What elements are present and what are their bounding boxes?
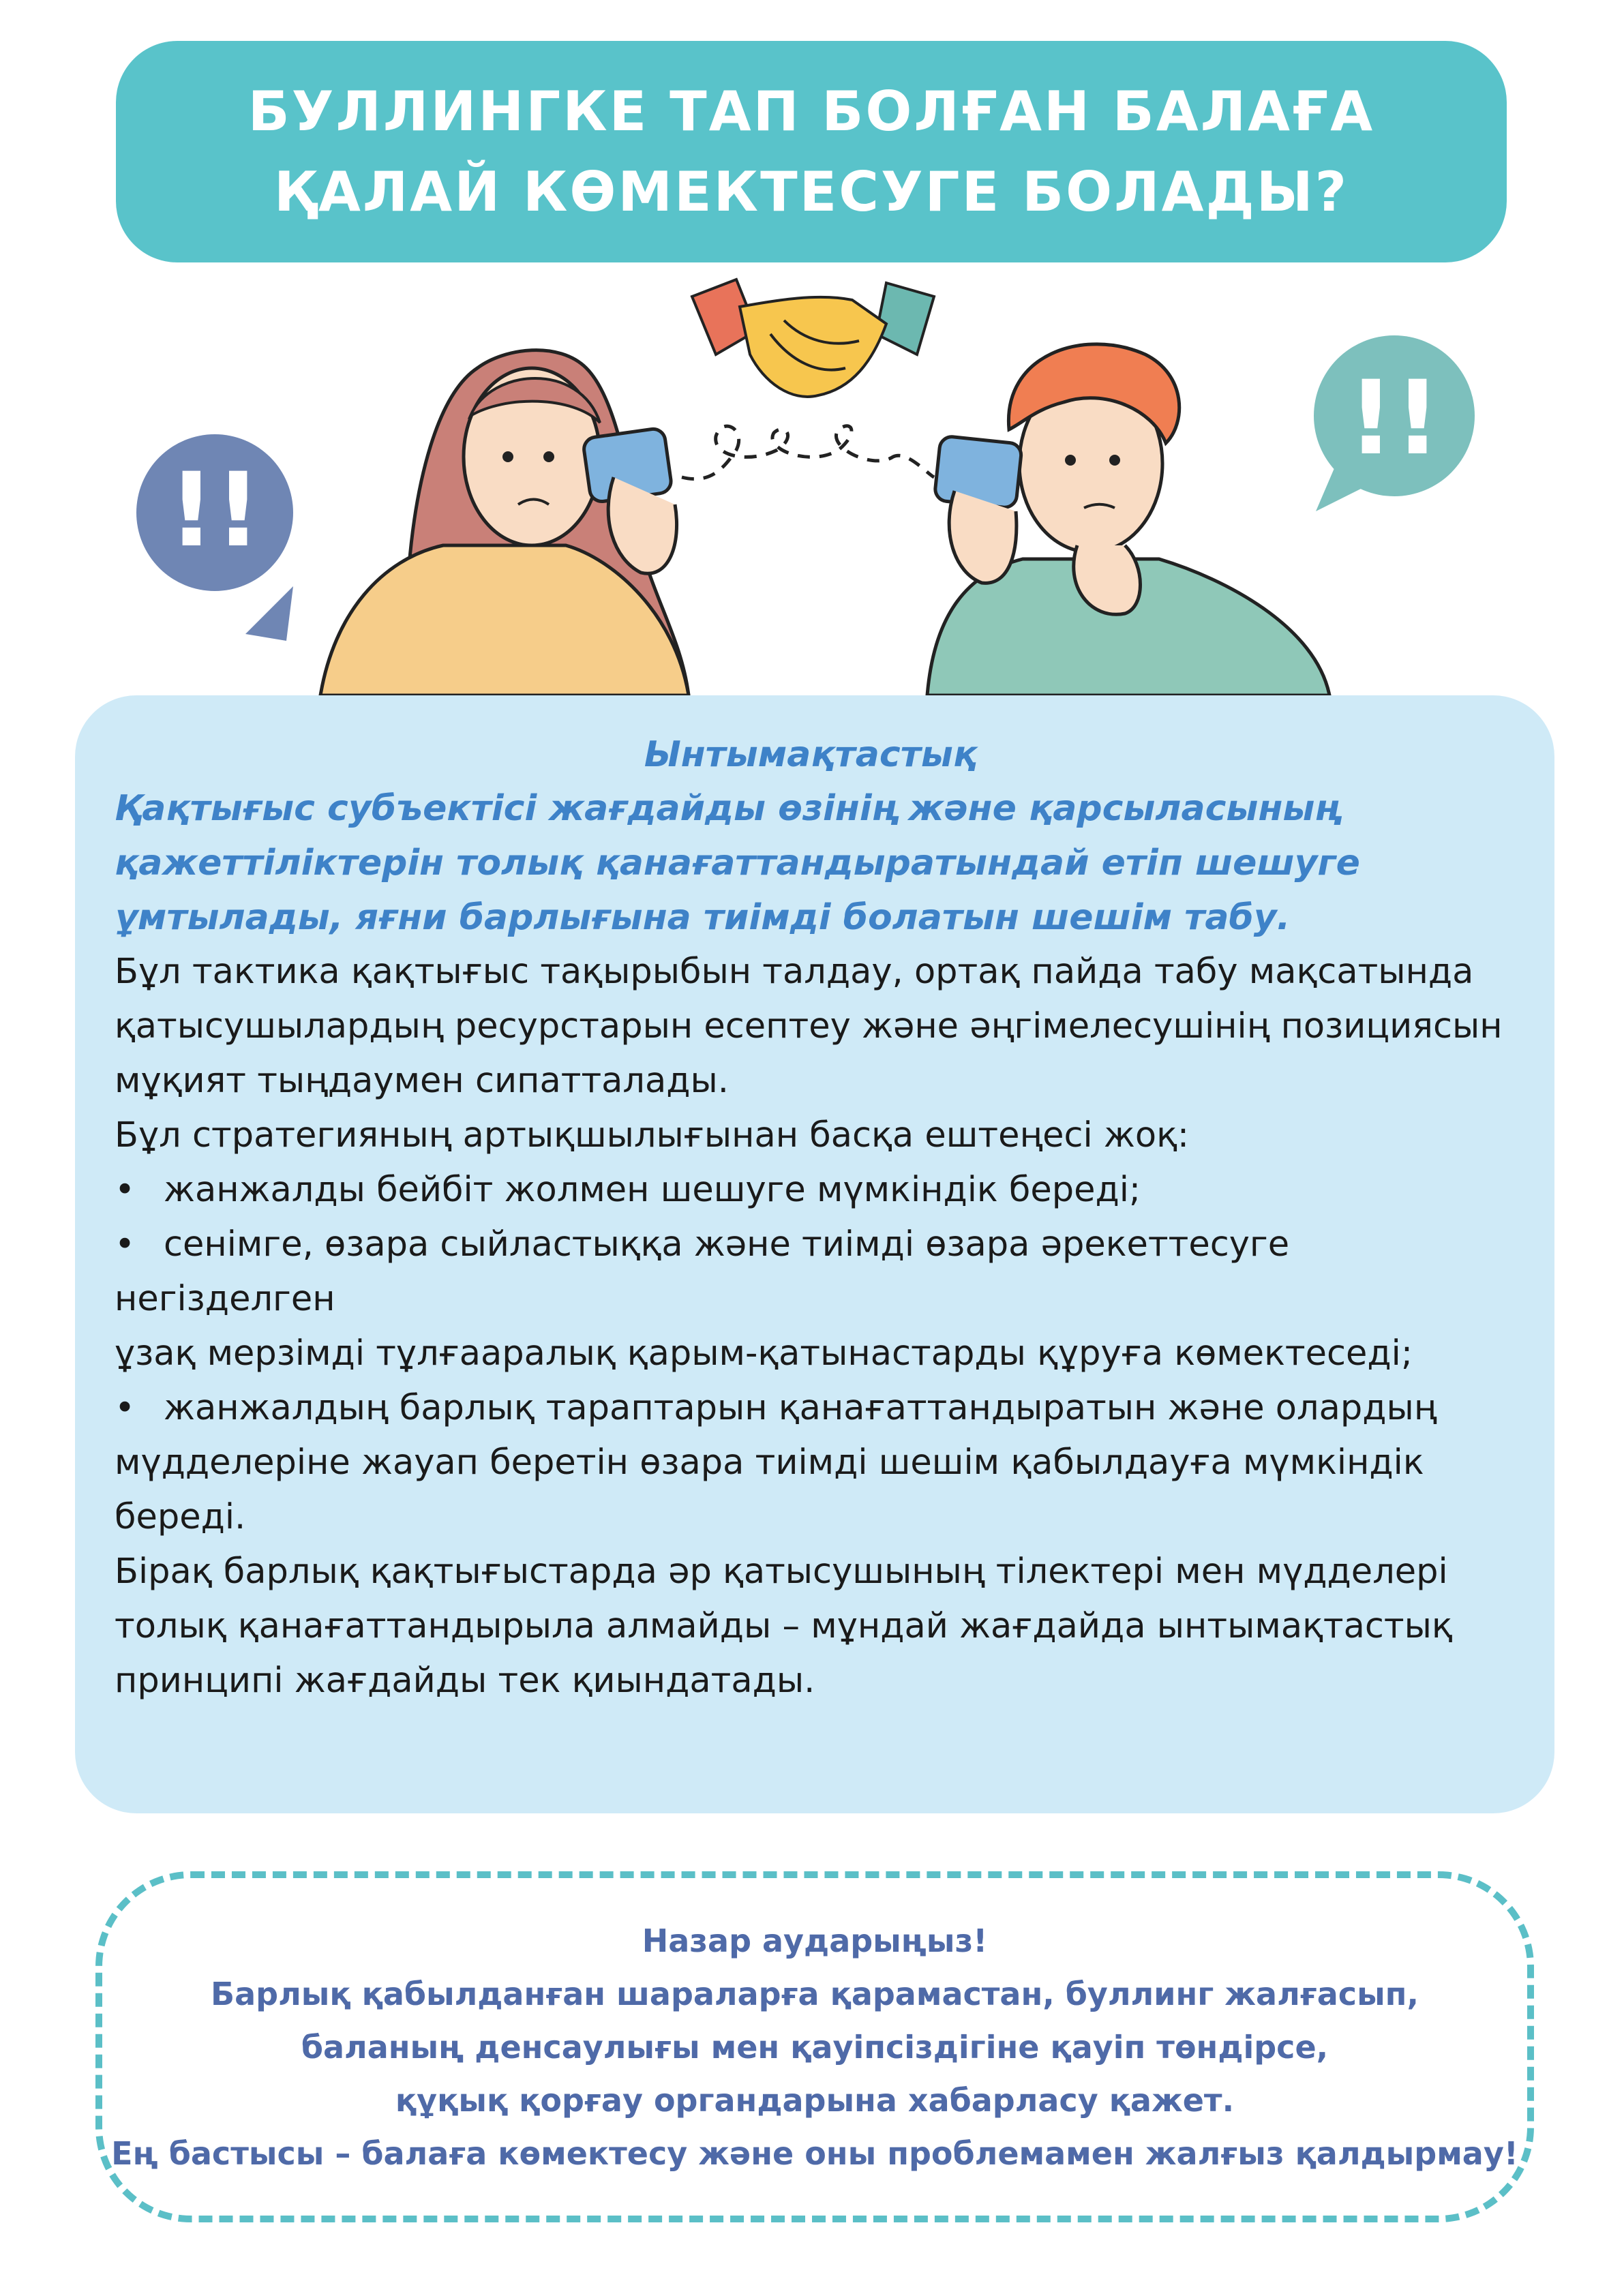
paragraph-advantages: Бұл стратегияның артықшылығынан басқа ештеңесі жоқ:: [115, 1115, 1190, 1155]
definition-text: [115, 781, 1507, 945]
bullet: •: [115, 1224, 136, 1265]
title-line-2: ҚАЛАЙ КӨМЕКТЕСУГЕ БОЛАДЫ?: [273, 160, 1349, 224]
title-line-1: БУЛЛИНГКЕ ТАП БОЛҒАН БАЛАҒА: [247, 79, 1375, 143]
left-exclamation-bubble: [136, 434, 293, 641]
text-line: береді.: [115, 1497, 246, 1537]
note-line: баланың денсаулығы мен қауіпсіздігіне қауіп төндірсе,: [301, 2028, 1329, 2066]
text-line: жанжалдың барлық тараптарын қанағаттандыратын және олардың: [164, 1388, 1437, 1428]
text-line: сенімге, өзара сыйластыққа және тиімді өзара әрекеттесуге негізделген: [115, 1224, 1290, 1319]
note-line: Барлық қабылданған шараларға қарамастан, буллинг жалғасып,: [211, 1975, 1419, 2012]
list-item: [115, 1381, 1507, 1545]
illustration: [0, 259, 1624, 695]
boy-figure: [927, 344, 1329, 695]
right-exclamation-bubble: [1314, 335, 1475, 511]
panel-heading: Ынтымақтастық: [644, 734, 978, 775]
text-line: толық қанағаттандырыла алмайды – мұндай жағдайда ынтымақтастық: [115, 1606, 1453, 1646]
text-line: мүдделеріне жауап беретін өзара тиімді шешім қабылдауға мүмкіндік: [115, 1442, 1424, 1483]
title-banner: [116, 41, 1507, 262]
note-line: құқық қорғау органдарына хабарласу қажет.: [395, 2081, 1235, 2119]
attention-note: [95, 1871, 1534, 2222]
info-panel: [75, 695, 1554, 1813]
phone-string: [682, 426, 934, 479]
text-line: жанжалды бейбіт жолмен шешуге мүмкіндік береді;: [164, 1170, 1141, 1210]
text-line: Бұл тактика қақтығыс тақырыбын талдау, ортақ пайда табу мақсатында: [115, 952, 1474, 992]
definition-line: қажеттіліктерін толық қанағаттандыратындай етіп шешуге: [115, 843, 1360, 883]
definition-line: ұмтылады, яғни барлығына тиімді болатын шешім табу.: [115, 897, 1291, 938]
handshake-icon: [692, 280, 934, 397]
note-title: Назар аударыңыз!: [642, 1922, 988, 1959]
right-bubble-text: !!: [1347, 359, 1441, 478]
text-line: принципі жағдайды тек қиындатады.: [115, 1661, 815, 1701]
text-line: Бірақ барлық қақтығыстарда әр қатысушының тілектері мен мүдделері: [115, 1552, 1448, 1592]
list-item: [115, 1163, 1507, 1218]
definition-line: Қақтығыс субъектісі жағдайды өзінің және қарсыласының: [115, 788, 1340, 829]
bullet: •: [115, 1170, 136, 1210]
paragraph-tactic: [115, 945, 1507, 1108]
bullet: •: [115, 1388, 136, 1428]
text-line: қатысушылардың ресурстарын есептеу және әңгімелесушінің позициясын: [115, 1006, 1503, 1046]
left-bubble-text: !!: [168, 451, 262, 570]
girl-figure: [320, 350, 689, 695]
advantages-list: [115, 1163, 1507, 1545]
note-line: Ең бастысы – балаға көмектесу және оны проблемамен жалғыз қалдырмау!: [111, 2134, 1518, 2172]
text-line: мұқият тыңдаумен сипатталады.: [115, 1061, 730, 1101]
paragraph-caveat: [115, 1545, 1507, 1708]
text-line: ұзақ мерзімді тұлғааралық қарым-қатынастарды құруға көмектеседі;: [115, 1333, 1413, 1374]
list-item: [115, 1218, 1507, 1381]
